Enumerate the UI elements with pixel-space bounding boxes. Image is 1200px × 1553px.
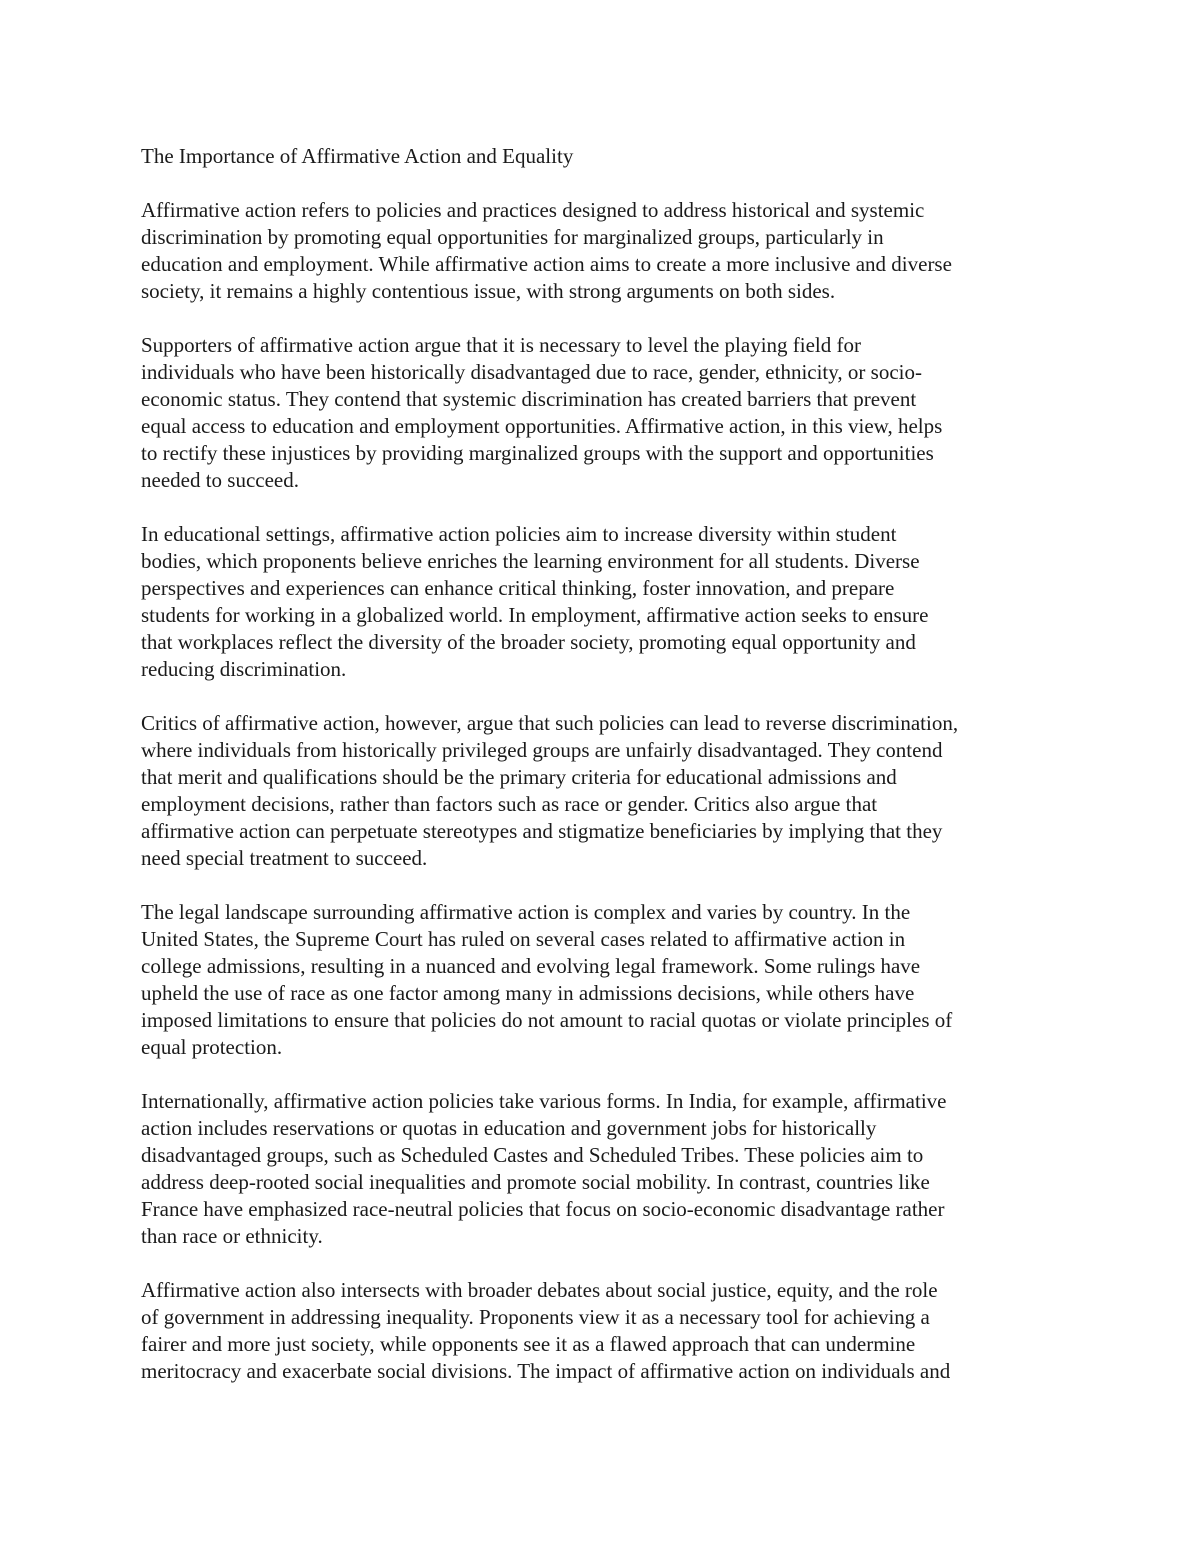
text-line: France have emphasized race-neutral policies that focus on socio-economic disadvantage rather (141, 1197, 945, 1221)
text-line: discrimination by promoting equal opportunities for marginalized groups, particularly in (141, 225, 884, 249)
text-line: action includes reservations or quotas in education and government jobs for historically (141, 1116, 877, 1140)
text-line: disadvantaged groups, such as Scheduled Castes and Scheduled Tribes. These policies aim to (141, 1143, 924, 1167)
text-line: In educational settings, affirmative action policies aim to increase diversity within student (141, 522, 897, 546)
text-line: where individuals from historically privileged groups are unfairly disadvantaged. They contend (141, 738, 943, 762)
text-line: of government in addressing inequality. Proponents view it as a necessary tool for achieving a (141, 1305, 930, 1329)
text-line: The legal landscape surrounding affirmative action is complex and varies by country. In the (141, 900, 911, 924)
text-line: Supporters of affirmative action argue that it is necessary to level the playing field for (141, 333, 861, 357)
text-line: that merit and qualifications should be the primary criteria for educational admissions and (141, 765, 897, 789)
text-line: affirmative action can perpetuate stereotypes and stigmatize beneficiaries by implying that they (141, 819, 943, 843)
text-line: imposed limitations to ensure that policies do not amount to racial quotas or violate principles of (141, 1008, 953, 1032)
text-line: fairer and more just society, while opponents see it as a flawed approach that can undermine (141, 1332, 916, 1356)
text-line: equal protection. (141, 1035, 283, 1059)
text-line: economic status. They contend that systemic discrimination has created barriers that prevent (141, 387, 917, 411)
text-line: college admissions, resulting in a nuanced and evolving legal framework. Some rulings have (141, 954, 921, 978)
text-line: bodies, which proponents believe enriches the learning environment for all students. Diverse (141, 549, 920, 573)
text-line: Internationally, affirmative action policies take various forms. In India, for example, affirmative (141, 1089, 947, 1113)
text-line: meritocracy and exacerbate social divisions. The impact of affirmative action on individuals and (141, 1359, 951, 1383)
text-line: need special treatment to succeed. (141, 846, 428, 870)
paragraph-international (141, 1088, 1061, 1250)
text-line: education and employment. While affirmative action aims to create a more inclusive and diverse (141, 252, 952, 276)
text-line: employment decisions, rather than factors such as race or gender. Critics also argue that (141, 792, 878, 816)
text-line: United States, the Supreme Court has ruled on several cases related to affirmative action in (141, 927, 906, 951)
text-line: upheld the use of race as one factor among many in admissions decisions, while others have (141, 981, 915, 1005)
text-line: that workplaces reflect the diversity of the broader society, promoting equal opportunity and (141, 630, 916, 654)
text-line: Affirmative action also intersects with broader debates about social justice, equity, and the role (141, 1278, 938, 1302)
text-line: individuals who have been historically disadvantaged due to race, gender, ethnicity, or socio- (141, 360, 922, 384)
text-line: Affirmative action refers to policies and practices designed to address historical and systemic (141, 198, 925, 222)
text-line: students for working in a globalized world. In employment, affirmative action seeks to ensure (141, 603, 929, 627)
text-line: Critics of affirmative action, however, argue that such policies can lead to reverse discrimination, (141, 711, 959, 735)
paragraph-education (141, 521, 1061, 683)
paragraph-critics (141, 710, 1061, 872)
text-line: needed to succeed. (141, 468, 300, 492)
text-line: equal access to education and employment opportunities. Affirmative action, in this view, helps (141, 414, 943, 438)
text-line: reducing discrimination. (141, 657, 347, 681)
text-line: than race or ethnicity. (141, 1224, 323, 1248)
paragraph-legal (141, 899, 1061, 1061)
document-title: The Importance of Affirmative Action and Equality (141, 144, 574, 168)
text-line: address deep-rooted social inequalities and promote social mobility. In contrast, countries like (141, 1170, 930, 1194)
paragraph-debates (141, 1277, 1061, 1385)
text-line: society, it remains a highly contentious issue, with strong arguments on both sides. (141, 279, 836, 303)
paragraph-supporters (141, 332, 1061, 494)
text-line: to rectify these injustices by providing marginalized groups with the support and opportunities (141, 441, 934, 465)
document-body (141, 143, 1061, 1412)
text-line: perspectives and experiences can enhance critical thinking, foster innovation, and prepare (141, 576, 895, 600)
paragraph-intro (141, 197, 1061, 305)
